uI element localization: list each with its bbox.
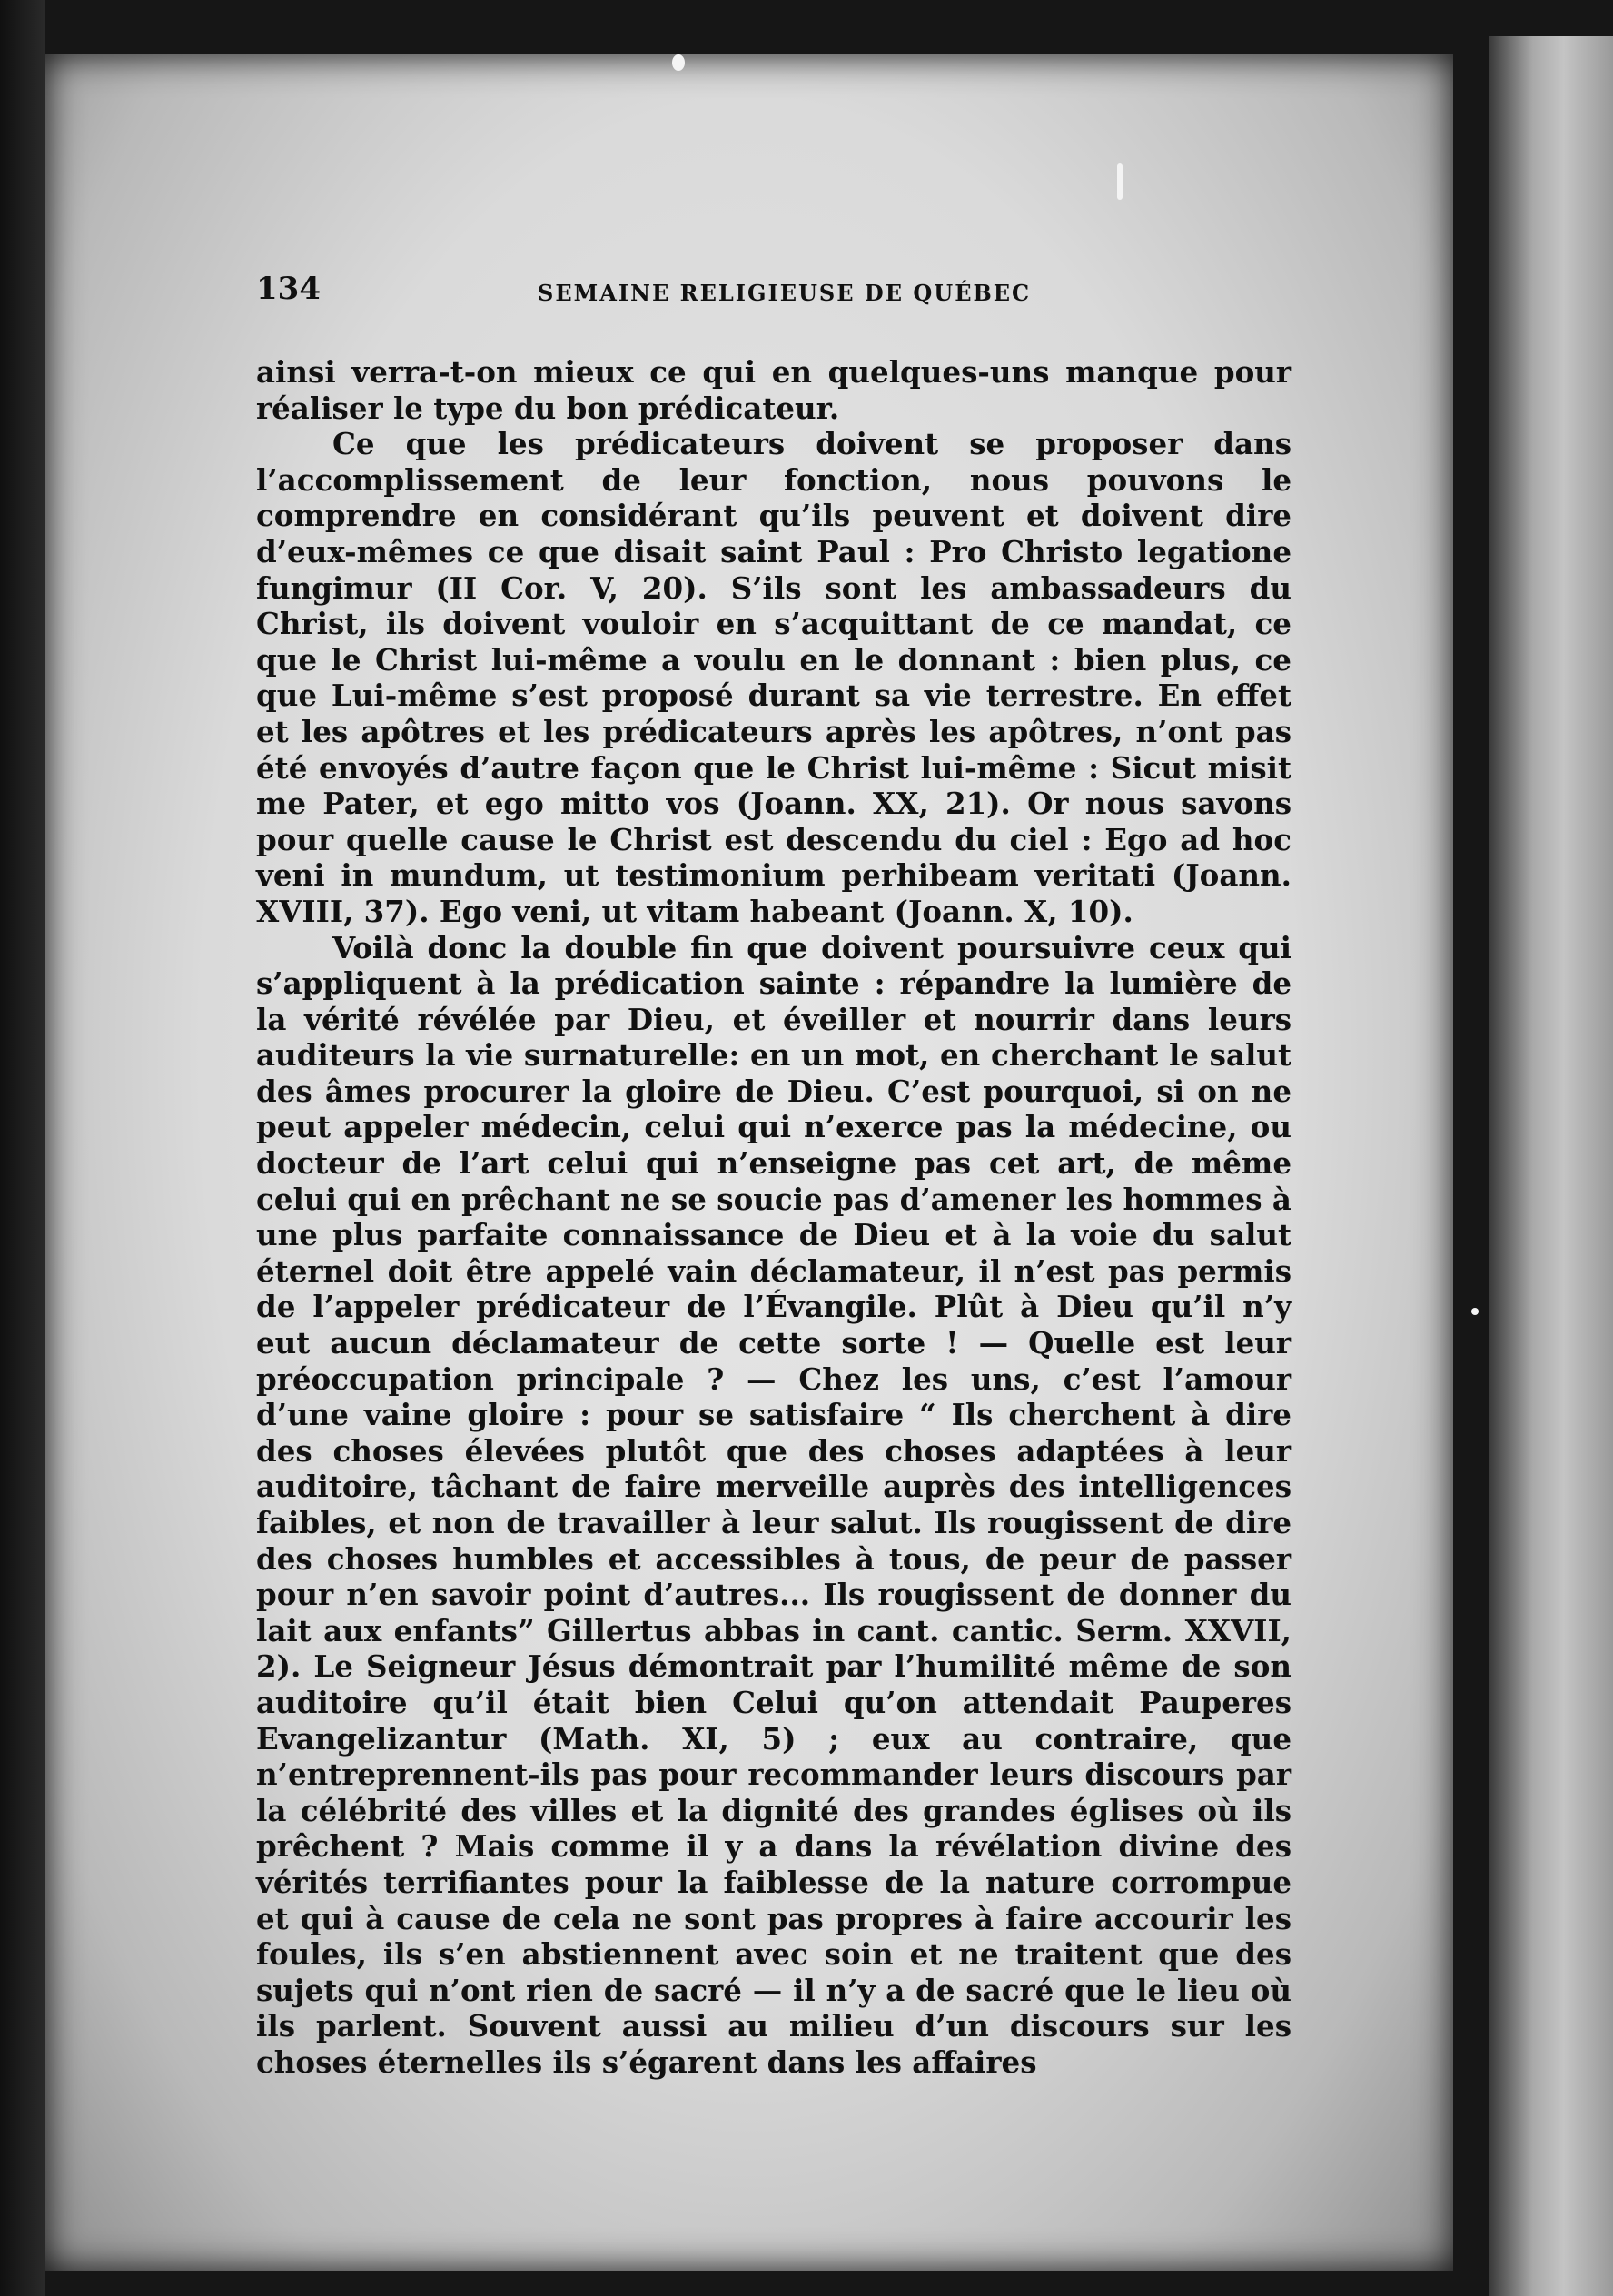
- page-number: 134: [256, 271, 321, 307]
- adjacent-page-edge: [1489, 36, 1613, 2296]
- running-title: SEMAINE RELIGIEUSE DE QUÉBEC: [538, 280, 1032, 306]
- body-text: [256, 354, 1291, 2081]
- paragraph: Voilà donc la double fin que doivent poursuivre ceux qui s’appliquent à la prédication sainte : répandre la lumière de la vérité révélée par Dieu, et éveiller et nourrir dans leurs auditeurs la vie surnaturelle: en un mot, en cherchant le salut des âmes procurer la gloire de Dieu. C’est pourquoi, si on ne peut appeler médecin, celui qui n’exerce pas la médecine, ou docteur de l’art celui qui n’enseigne pas cet art, de même celui qui en prêchant ne se soucie pas d’amener les hommes à une plus parfaite connaissance de Dieu et à la voie du salut éternel doit être appelé vain déclamateur, il n’est pas permis de l’appeler prédicateur de l’Évangile. Plût à Dieu qu’il n’y eut aucun déclamateur de cette sorte ! — Quelle est leur préoccupation principale ? — Chez les uns, c’est l’amour d’une vaine gloire : pour se satisfaire “ Ils cherchent à dire des choses élevées plutôt que des choses adaptées à leur auditoire, tâchant de faire merveille auprès des intelligences faibles, et non de travailler à leur salut. Ils rougissent de dire des choses humbles et accessibles à tous, de peur de passer pour n’en savoir point d’autres... Ils rougissent de donner du lait aux enfants” Gillertus abbas in cant. cantic. Serm. XXVII, 2). Le Seigneur Jésus démontrait par l’humilité même de son auditoire qu’il était bien Celui qu’on attendait Pauperes Evangelizantur (Math. XI, 5) ; eux au contraire, que n’entreprennent-ils pas pour recommander leurs discours par la célébrité des villes et la dignité des grandes églises où ils prêchent ? Mais comme il y a dans la révélation divine des vérités terrifiantes pour la faiblesse de la nature corrompue et qui à cause de cela ne sont pas propres à faire accourir les foules, ils s’en abstiennent avec soin et ne traitent que des sujets qui n’ont rien de sacré — il n’y a de sacré que le lieu où ils parlent. Souvent aussi au milieu d’un discours sur les choses éternelles ils s’égarent dans les affaires: [256, 929, 1291, 2080]
- dust-speck: [1117, 163, 1123, 200]
- dust-speck: [1471, 1308, 1479, 1315]
- paragraph: Ce que les prédicateurs doivent se proposer dans l’accomplissement de leur fonction, nous pouvons le comprendre en considérant qu’ils peuvent et doivent dire d’eux-mêmes ce que disait saint Paul : Pro Christo legatione fungimur (II Cor. V, 20). S’ils sont les ambassadeurs du Christ, ils doivent vouloir en s’acquittant de ce mandat, ce que le Christ lui-même a voulu en le donnant : bien plus, ce que Lui-même s’est proposé durant sa vie terrestre. En effet et les apôtres et les prédicateurs après les apôtres, n’ont pas été envoyés d’autre façon que le Christ lui-même : Sicut misit me Pater, et ego mitto vos (Joann. XX, 21). Or nous savons pour quelle cause le Christ est descendu du ciel : Ego ad hoc veni in mundum, ut testimonium perhibeam veritati (Joann. XVIII, 37). Ego veni, ut vitam habeant (Joann. X, 10).: [256, 426, 1291, 929]
- page-header: [256, 271, 1281, 311]
- dust-speck: [672, 54, 685, 71]
- paragraph: ainsi verra-t-on mieux ce qui en quelques-uns manque pour réaliser le type du bon prédicateur.: [256, 354, 1291, 426]
- left-scan-border: [0, 0, 45, 2296]
